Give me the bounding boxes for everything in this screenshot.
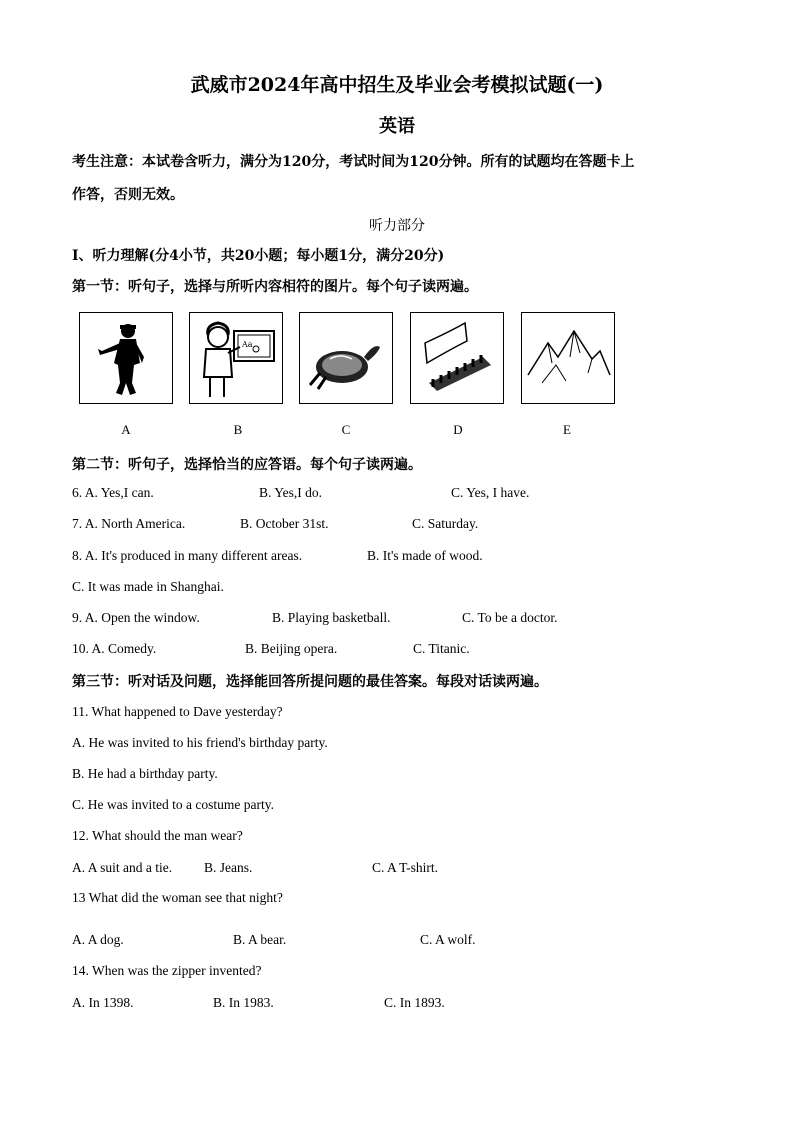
q14-option-c: C. In 1893. [384, 995, 445, 1010]
q14-question: 14. When was the zipper invented? [72, 963, 262, 978]
q12-question: 12. What should the man wear? [72, 828, 243, 843]
q13-option-a: A. A dog. [72, 932, 124, 947]
picture-a [79, 312, 173, 404]
page-title: 武威市2024年高中招生及毕业会考模拟试题(一) [190, 74, 604, 96]
q6-option-c: C. Yes, I have. [451, 485, 530, 500]
q12-option-c: C. A T-shirt. [372, 860, 439, 875]
q7-option-b: B. October 31st. [240, 516, 329, 531]
q10-option-a: 10. A. Comedy. [72, 641, 157, 656]
q11-option-b: B. He had a birthday party. [72, 766, 218, 781]
q8-option-c: C. It was made in Shanghai. [72, 579, 224, 594]
q13-option-b: B. A bear. [233, 932, 287, 947]
q10-option-c: C. Titanic. [413, 641, 470, 656]
q14-option-a: A. In 1398. [72, 995, 134, 1010]
picture-label-e: E [563, 422, 571, 437]
picture-e [521, 312, 615, 404]
mountains-icon [522, 313, 613, 402]
q10-option-b: B. Beijing opera. [245, 641, 338, 656]
picture-label-d: D [453, 422, 463, 437]
q7-option-c: C. Saturday. [412, 516, 479, 531]
section-1-heading: 第一节：听句子，选择与所听内容相符的图片。每个句子读两遍。 [72, 279, 478, 295]
q7-option-a: 7. A. North America. [72, 516, 186, 531]
african-man-icon [80, 313, 171, 402]
q14-option-b: B. In 1983. [213, 995, 274, 1010]
section-3-heading: 第三节：听对话及问题，选择能回答所提问题的最佳答案。每段对话读两遍。 [72, 674, 548, 690]
q6-option-a: 6. A. Yes,I can. [72, 485, 154, 500]
q13-option-c: C. A wolf. [420, 932, 476, 947]
q8-option-b: B. It's made of wood. [367, 548, 483, 563]
listening-part-title: 听力部分 [369, 218, 425, 234]
great-wall-icon [411, 313, 502, 402]
q11-question: 11. What happened to Dave yesterday? [72, 704, 283, 719]
teacher-blackboard-icon [190, 313, 281, 402]
picture-label-c: C [341, 422, 351, 437]
picture-label-a: A [121, 422, 131, 437]
q6-option-b: B. Yes,I do. [259, 485, 323, 500]
section-I-heading: Ⅰ、听力理解(分4小节，共20小题；每小题1分，满分20分) [72, 248, 445, 264]
roast-duck-icon [300, 313, 391, 402]
q9-option-c: C. To be a doctor. [462, 610, 558, 625]
q8-option-a: 8. A. It's produced in many different areas. [72, 548, 303, 563]
picture-c [299, 312, 393, 404]
picture-d [410, 312, 504, 404]
q9-option-a: 9. A. Open the window. [72, 610, 200, 625]
subject-title: 英语 [379, 116, 415, 137]
q13-question: 13 What did the woman see that night? [72, 890, 283, 905]
notice-line-2: 作答，否则无效。 [72, 187, 184, 203]
q12-option-b: B. Jeans. [204, 860, 253, 875]
q11-option-a: A. He was invited to his friend's birthday party. [72, 735, 328, 750]
q11-option-c: C. He was invited to a costume party. [72, 797, 274, 812]
q12-option-a: A. A suit and a tie. [72, 860, 173, 875]
notice-line-1: 考生注意：本试卷含听力，满分为120分，考试时间为120分钟。所有的试题均在答题卡上 [72, 154, 635, 170]
picture-b [189, 312, 283, 404]
section-2-heading: 第二节：听句子，选择恰当的应答语。每个句子读两遍。 [72, 457, 422, 473]
q9-option-b: B. Playing basketball. [272, 610, 391, 625]
picture-label-b: B [233, 422, 243, 437]
svg-text:Aa: Aa [242, 340, 253, 349]
